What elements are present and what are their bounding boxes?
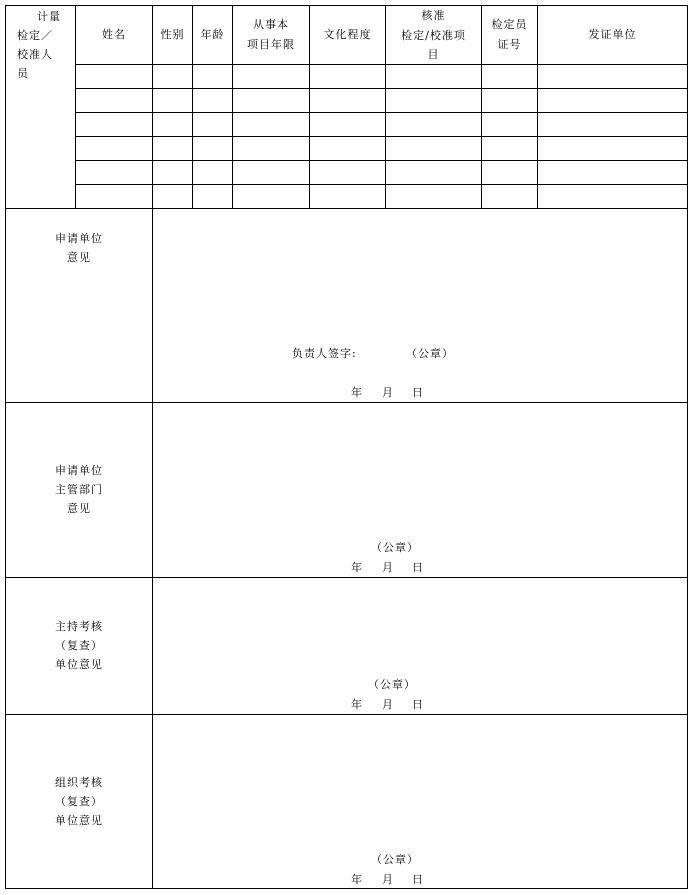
supervisor-label-line: 申请单位 — [55, 464, 103, 477]
border-left — [5, 5, 6, 889]
row-divider — [75, 88, 688, 89]
col-header-years-line: 项目年限 — [247, 38, 295, 51]
col-header-cert-line: 证号 — [497, 38, 522, 51]
date-day-label: 日 — [412, 386, 423, 399]
seal-label: （公章） — [368, 678, 416, 691]
date-year-label: 年 — [351, 698, 362, 711]
col-header-issuer: 发证单位 — [588, 28, 637, 41]
border-top — [5, 5, 688, 6]
section-divider — [5, 577, 688, 578]
section-divider — [5, 208, 688, 209]
row-header-line: 员 — [17, 67, 29, 80]
col-header-items-line: 核准 — [421, 9, 446, 22]
section-divider — [5, 402, 688, 403]
date-day-label: 日 — [412, 873, 423, 886]
org-review-label-line: 单位意见 — [55, 814, 103, 827]
col-header-cert-line: 检定员 — [491, 18, 528, 31]
date-year-label: 年 — [351, 561, 362, 574]
seal-label: （公章） — [371, 853, 419, 866]
seal-label: （公章） — [406, 347, 454, 360]
col-header-items-line: 检定/校准项 — [401, 29, 466, 42]
org-review-label-line: （复查） — [55, 795, 103, 808]
date-day-label: 日 — [412, 561, 423, 574]
seal-label: （公章） — [371, 541, 419, 554]
date-day-label: 日 — [412, 698, 423, 711]
host-review-label-line: 单位意见 — [55, 658, 103, 671]
row-divider — [75, 160, 688, 161]
date-month-label: 月 — [382, 561, 393, 574]
supervisor-label-line: 意见 — [67, 502, 91, 515]
border-bottom — [5, 888, 688, 889]
date-month-label: 月 — [382, 698, 393, 711]
row-divider — [75, 184, 688, 185]
date-month-label: 月 — [382, 386, 393, 399]
col-header-age: 年龄 — [200, 28, 225, 41]
host-review-label-line: （复查） — [55, 639, 103, 652]
border-right — [687, 5, 688, 889]
host-review-label-line: 主持考核 — [55, 620, 103, 633]
label-col-divider — [152, 208, 153, 889]
col-header-gender: 性别 — [160, 28, 185, 41]
section-divider — [5, 714, 688, 715]
row-header-line: 计量 — [37, 10, 61, 23]
row-header-line: 检定／ — [17, 29, 53, 42]
row-divider — [75, 112, 688, 113]
col-header-items-line: 目 — [427, 48, 440, 61]
row-header-line: 校准人 — [17, 48, 53, 61]
signature-label: 负责人签字: — [292, 347, 357, 360]
date-year-label: 年 — [351, 873, 362, 886]
applicant-label-line: 申请单位 — [55, 232, 103, 245]
row-divider — [75, 64, 688, 65]
row-divider — [75, 136, 688, 137]
date-year-label: 年 — [351, 386, 362, 399]
applicant-label-line: 意见 — [67, 251, 91, 264]
date-month-label: 月 — [382, 873, 393, 886]
org-review-label-line: 组织考核 — [55, 776, 103, 789]
col-header-name: 姓名 — [102, 28, 126, 41]
col-header-education: 文化程度 — [323, 28, 372, 41]
supervisor-label-line: 主管部门 — [55, 483, 103, 496]
col-header-years-line: 从事本 — [253, 18, 289, 31]
